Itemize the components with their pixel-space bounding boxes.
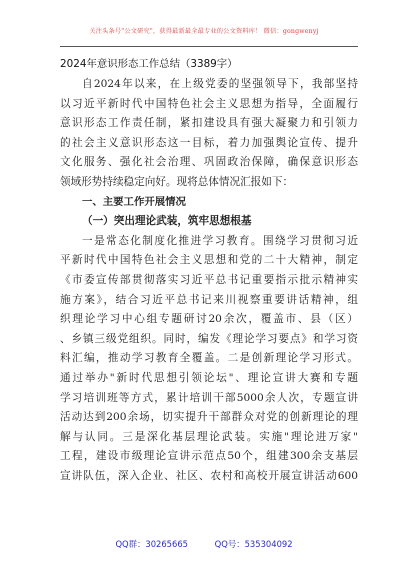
body-line: 意识形态工作责任制，紧扣建设具有强大凝聚力和引领力 (60, 117, 358, 130)
body-line: 一是常态化制度化推进学习教育。围绕学习贯彻习近 (82, 234, 358, 247)
body-line: 料汇编，推动学习教育全覆盖。二是创新理论学习形式。 (60, 352, 358, 365)
section-heading: 一、主要工作开展情况 (82, 195, 186, 208)
qq-number-label: QQ号：535304092 (214, 539, 293, 549)
body-line: 《市委宣传部贯彻落实习近平总书记重要指示批示精神实 (60, 273, 358, 286)
body-line: 工程，建设市级理论宣讲示范点50个，组建300余支基层 (60, 450, 358, 463)
body-line: 文化服务、强化社会治理、巩固政治保障，确保意识形态 (60, 156, 358, 169)
body-line: 领域形势持续稳定向好。现将总体情况汇报如下： (60, 175, 294, 188)
header-divider (60, 46, 358, 47)
body-line: 、乡镇三级党组织。同时，编发《理论学习要点》和学习资 (60, 332, 358, 345)
subsection-heading: （一）突出理论武装，筑牢思想根基 (82, 215, 252, 228)
body-line: 活动达到200余场，切实提升干部群众对党的创新理论的理 (60, 411, 358, 424)
document-title: 2024年意识形态工作总结（3389字） (60, 58, 238, 70)
body-line: 织理论学习中心组专题研讨20余次，覆盖市、县（区） (60, 313, 358, 326)
footer-contacts (0, 538, 408, 550)
body-line: 的社会主义意识形态这一目标，着力加强舆论宣传、提升 (60, 136, 358, 149)
document-body (60, 75, 358, 486)
header-banner: 关注头条号"公文研究"，获得最新最全最专业的公文资料库！ 微信：gongwenyj (89, 28, 319, 35)
body-line: 平新时代中国特色社会主义思想和党的二十大精神，制定 (60, 254, 358, 267)
body-line: 施方案》，结合习近平总书记来川视察重要讲话精神，组 (60, 293, 358, 306)
body-line: 通过举办"新时代思想引领论坛"、理论宣讲大赛和专题 (60, 371, 358, 384)
body-line: 自2024年以来，在上级党委的坚强领导下，我部坚持 (82, 78, 358, 90)
body-line: 解与认同。三是深化基层理论武装。实施"理论进万家" (60, 430, 358, 443)
body-line: 学习培训班等方式，累计培训干部5000余人次，专题宣讲 (60, 391, 358, 404)
body-line: 以习近平新时代中国特色社会主义思想为指导，全面履行 (60, 97, 358, 110)
body-line: 宣讲队伍，深入企业、社区、农村和高校开展宣讲活动600 (60, 469, 358, 482)
qq-group-label: QQ群：30265665 (115, 539, 188, 549)
